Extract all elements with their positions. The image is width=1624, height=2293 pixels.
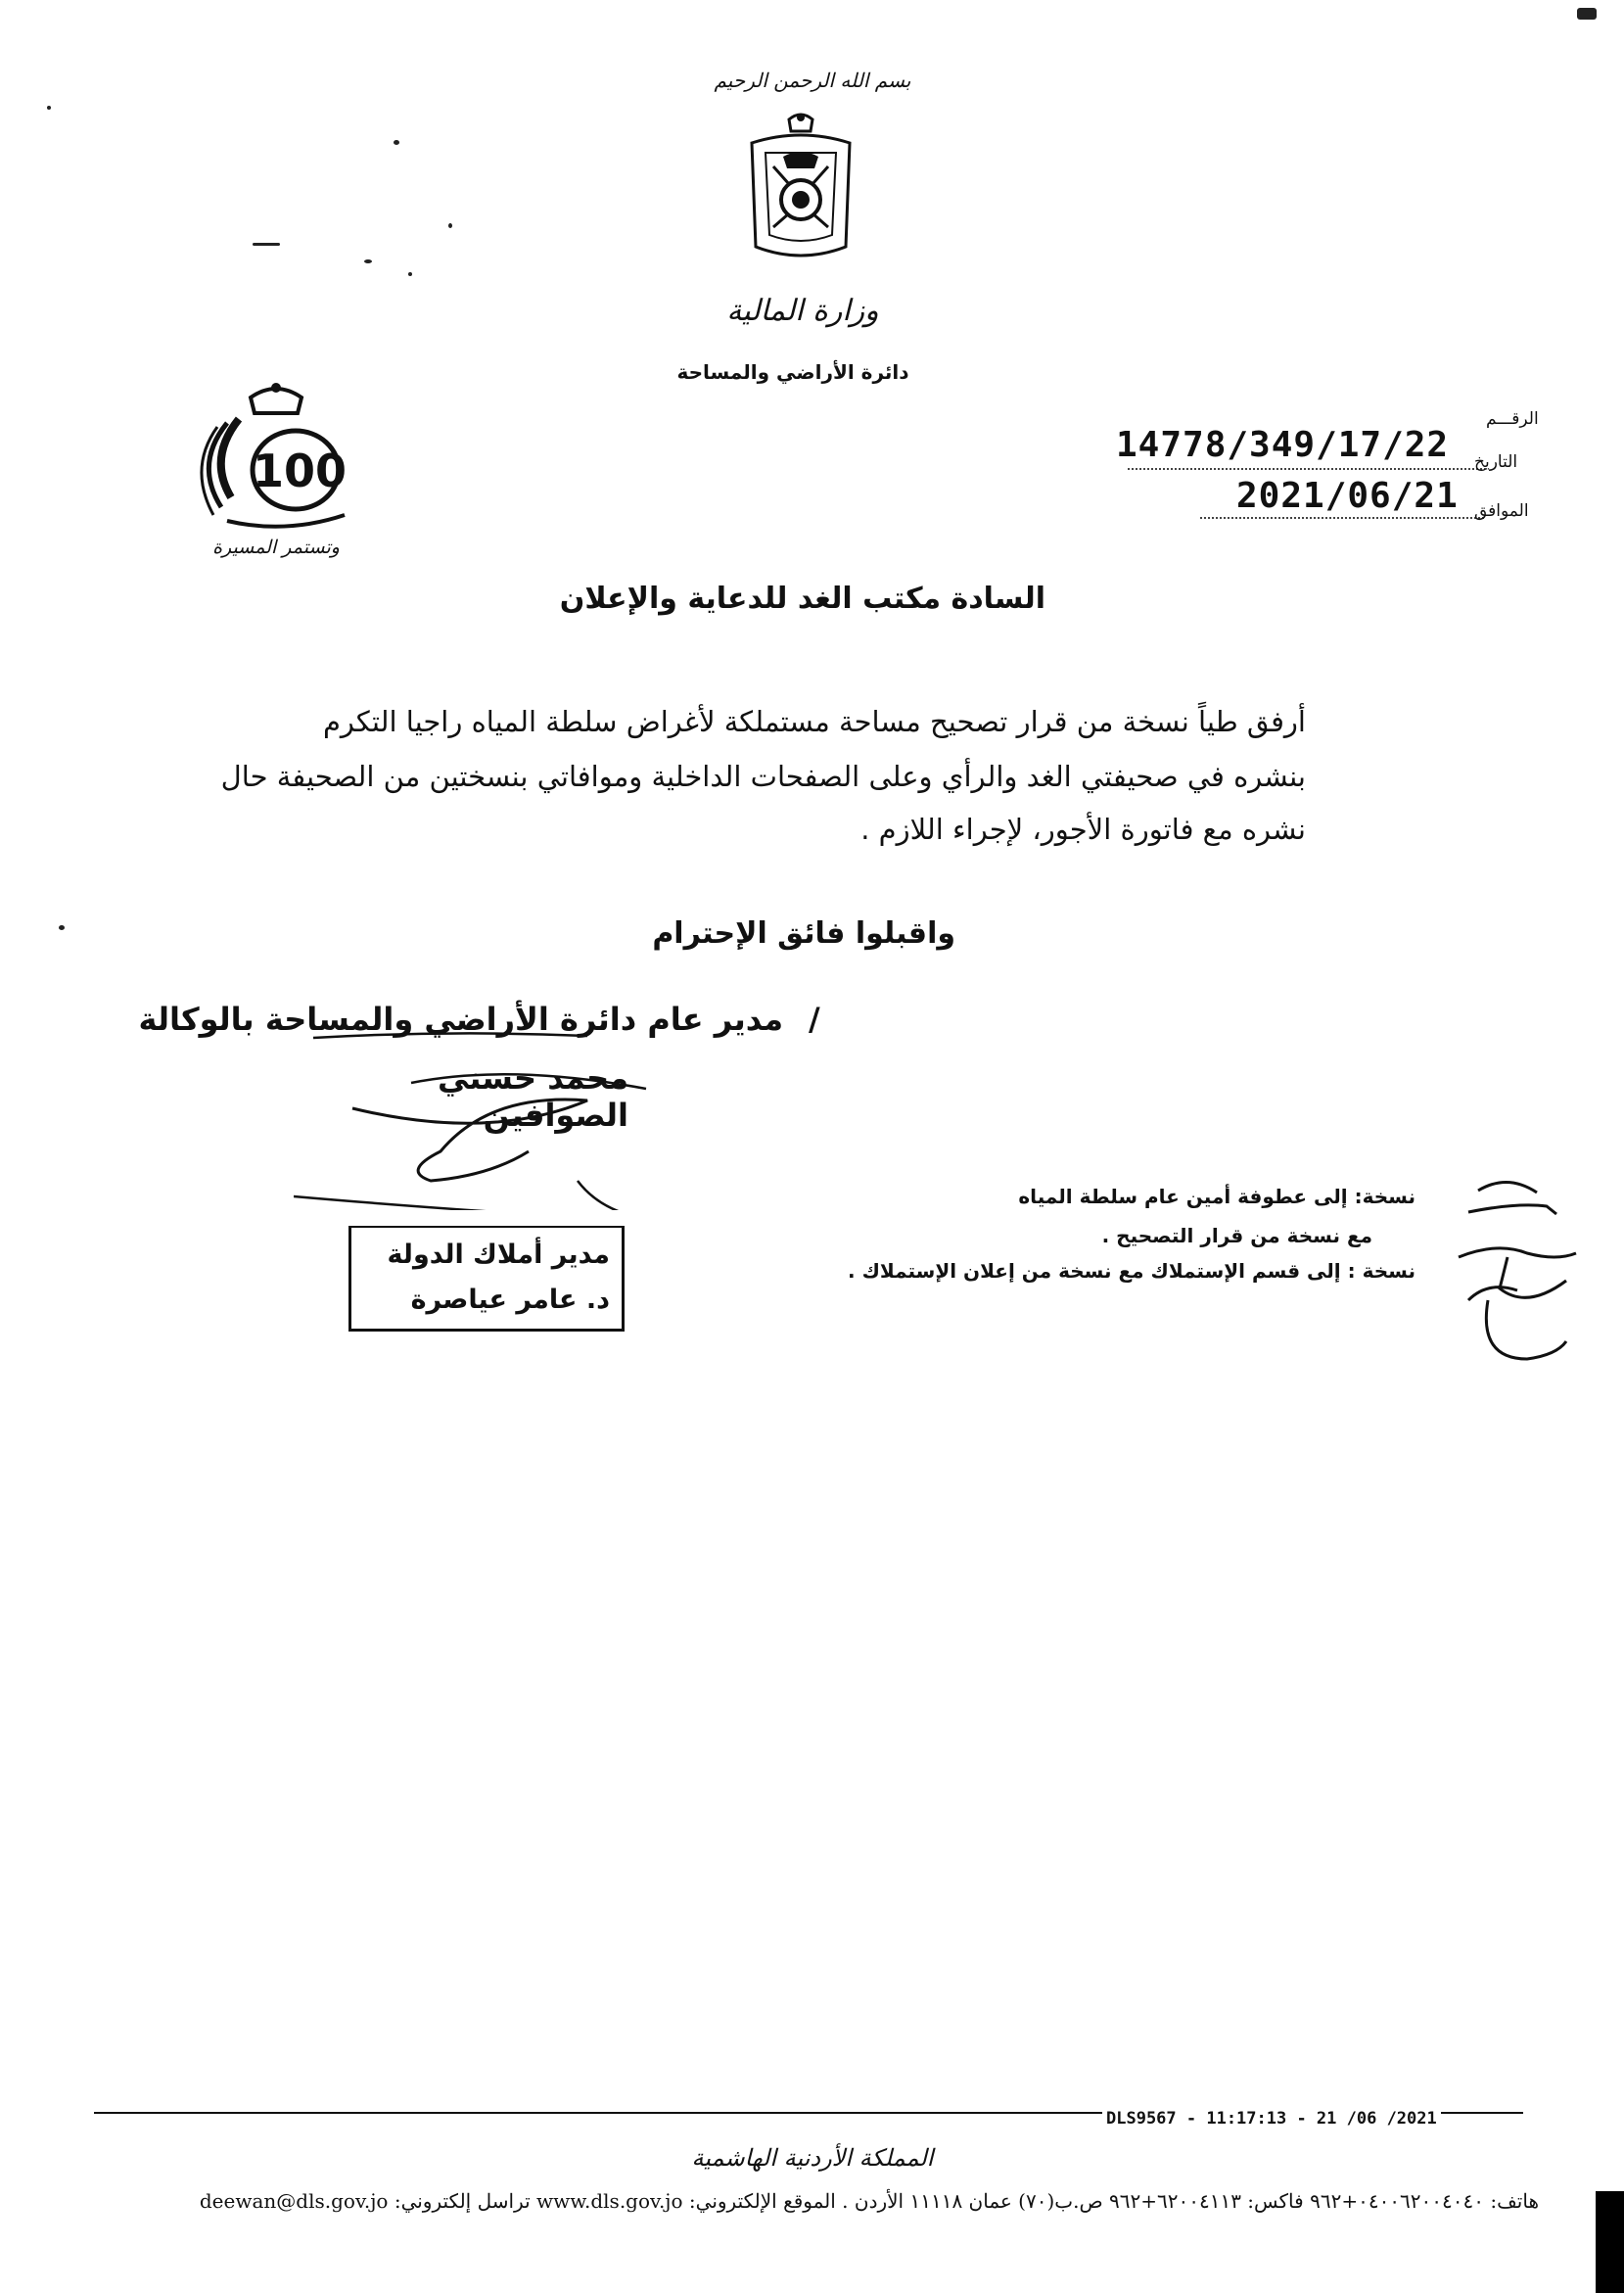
body-line-1: أرفق طياً نسخة من قرار تصحيح مساحة مستملكة لأغراض سلطة المياه راجيا التكرم <box>322 705 1306 738</box>
ref-number-underline <box>1128 468 1486 470</box>
centennial-slogan: وتستمر المسيرة <box>212 537 340 558</box>
signature-title: مدير عام دائرة الأراضي والمساحة بالوكالة <box>138 1001 783 1038</box>
scan-speck <box>47 106 51 110</box>
footer-contact <box>78 2189 1539 2213</box>
scan-speck <box>394 140 399 145</box>
body-line-2: بنشره في صحيفتي الغد والرأي وعلى الصفحات الداخلية وموافاتي بنسختين من الصحيفة حال <box>220 760 1306 793</box>
department-name: دائرة الأراضي والمساحة <box>676 360 909 384</box>
coat-of-arms-emblem <box>744 110 858 266</box>
ministry-name: وزارة المالية <box>726 294 879 328</box>
handwritten-initials <box>1439 1163 1596 1379</box>
stamp-line-1: مدير أملاك الدولة <box>387 1240 610 1270</box>
centennial-number: 100 <box>253 445 348 497</box>
ref-number-value: 14778/349/17/22 <box>1116 425 1450 465</box>
ref-date-underline <box>1200 517 1484 519</box>
scan-edge-mark <box>1596 2191 1624 2293</box>
ref-date-label: التاريخ <box>1474 452 1518 472</box>
copy-1-line-2: مع نسخة من قرار التصحيح . <box>1101 1224 1372 1247</box>
footer-contact-prefix: هاتف: ٠٤٠٠٦٢٠٠٤٠٤٠+٩٦٢ فاكس: ٦٢٠٠٤١١٣+٩٦٢ ص.ب(٧٠) عمان ١١١١٨ الأردن . الموقع الإلكتروني: <box>688 2189 1539 2213</box>
closing: واقبلوا فائق الإحترام <box>652 916 955 951</box>
copy-1-line-1: نسخة: إلى عطوفة أمين عام سلطة المياه <box>1018 1185 1415 1208</box>
signature-slash: / <box>809 1001 820 1038</box>
ref-date-value: 2021/06/21 <box>1236 476 1459 516</box>
footer-kingdom: المملكة الأردنية الهاشمية <box>691 2144 934 2172</box>
ref-hijri-label: الموافق <box>1474 501 1529 521</box>
copy-2-line-1: نسخة : إلى قسم الإستملاك مع نسخة من إعلان الإستملاك . <box>848 1259 1415 1283</box>
scan-speck <box>1577 8 1597 20</box>
scan-speck <box>408 272 412 276</box>
ref-number-label: الرقـــم <box>1486 409 1539 429</box>
footer-website-link[interactable]: www.dls.gov.jo <box>536 2189 683 2213</box>
scan-speck <box>448 223 452 228</box>
stamp-line-2: د. عامر عياصرة <box>410 1285 610 1315</box>
state-properties-stamp <box>348 1226 625 1332</box>
handwritten-signature <box>294 1014 705 1210</box>
footer-email-label: تراسل إلكتروني: <box>394 2189 531 2213</box>
body-line-3: نشره مع فاتورة الأجور، لإجراء اللازم . <box>860 813 1306 846</box>
footer-email-link[interactable]: deewan@dls.gov.jo <box>199 2189 389 2213</box>
scan-speck <box>253 243 280 246</box>
addressee: السادة مكتب الغد للدعاية والإعلان <box>559 582 1045 616</box>
fax-transmission-stamp: DLS9567 - 11:17:13 - 21 /06 /2021 <box>1102 2109 1441 2129</box>
scan-speck <box>59 925 65 930</box>
scan-speck <box>364 259 372 263</box>
basmala: بسم الله الرحمن الرحيم <box>714 69 911 92</box>
signature-name: محمد حسني الصوافين <box>437 1059 628 1134</box>
centennial-logo <box>188 351 364 576</box>
